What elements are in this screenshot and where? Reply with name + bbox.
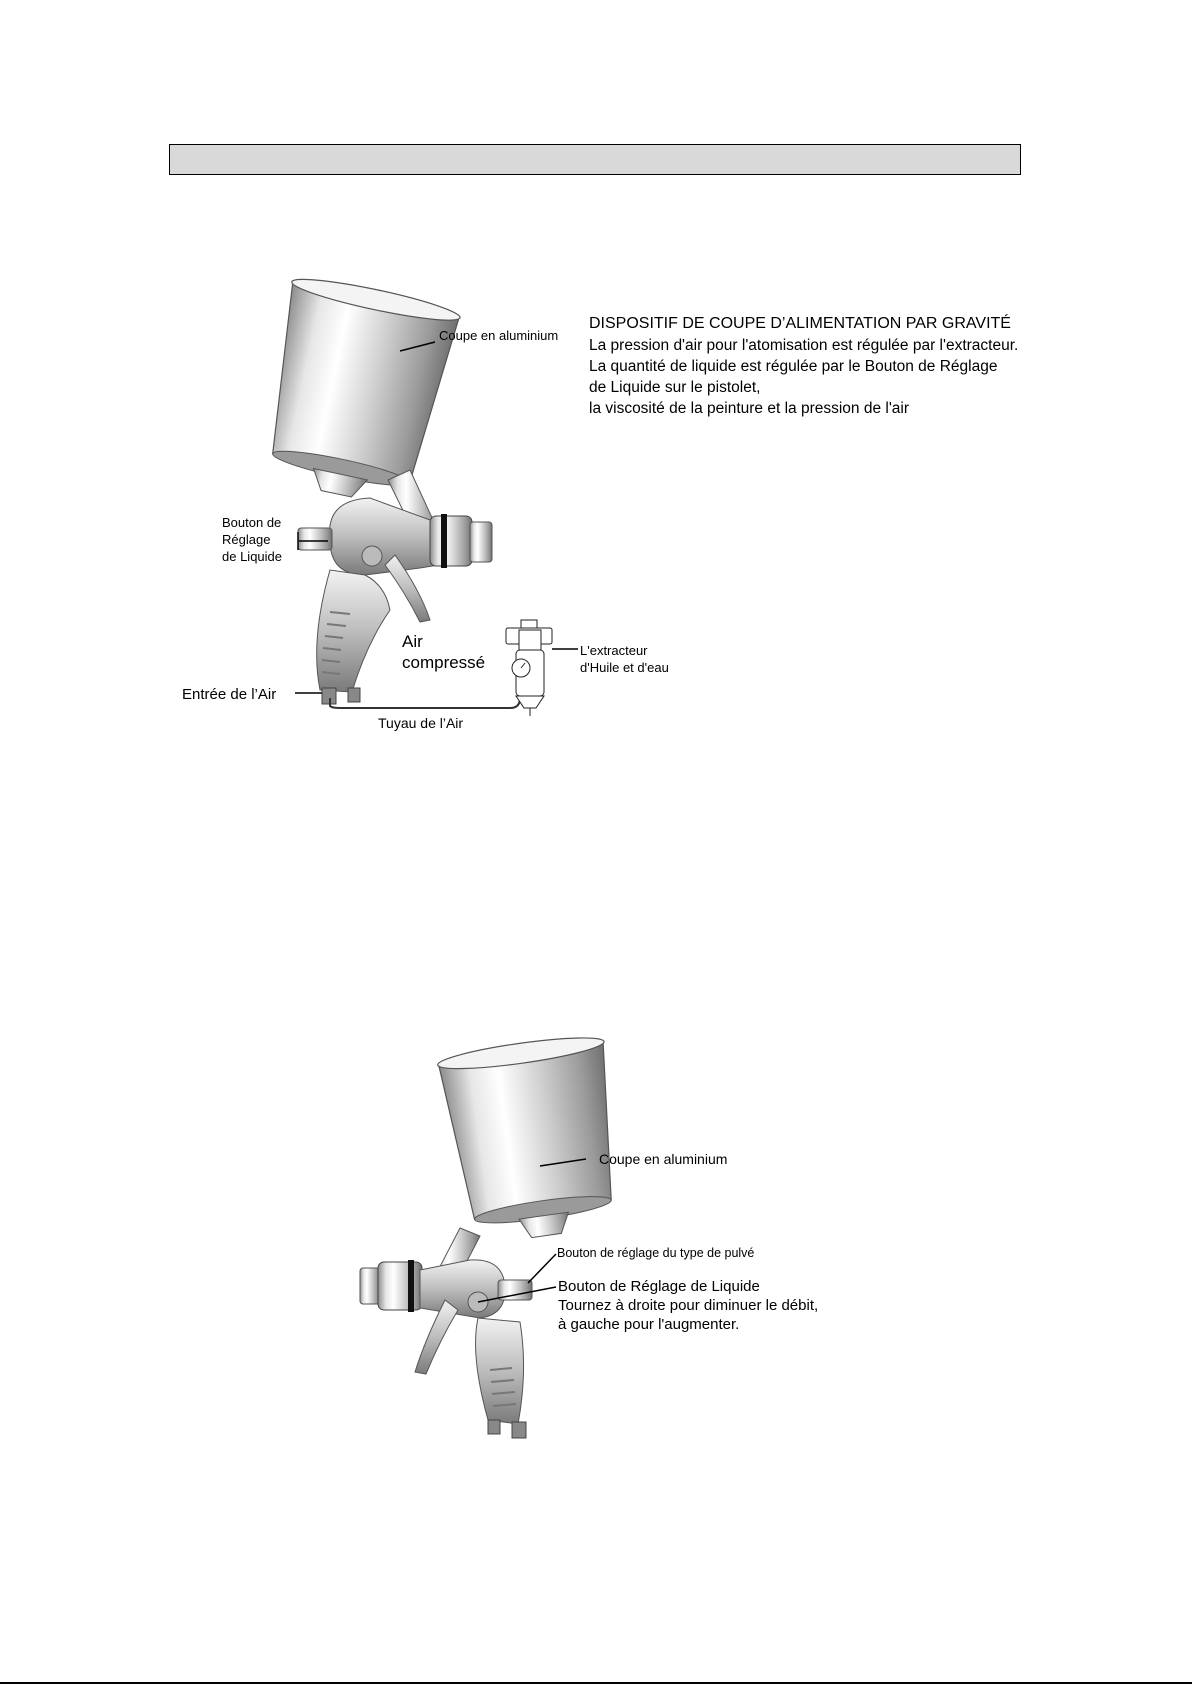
gravity-feed-title: DISPOSITIF DE COUPE D’ALIMENTATION PAR GRAVITÉ	[589, 315, 1011, 332]
compressed-air-line: Air	[402, 632, 423, 651]
cup-label-2: Coupe en aluminium	[599, 1151, 728, 1167]
description-line: de Liquide sur le pistolet,	[589, 379, 761, 396]
compressed-air-line: compressé	[402, 653, 486, 672]
page-bottom-rule	[0, 1682, 1192, 1684]
description-line: la viscosité de la peinture et la pression de l'air	[589, 400, 910, 417]
description-line: La quantité de liquide est régulée par le Bouton de Réglage	[589, 358, 998, 375]
air-hose-label: Tuyau de l’Air	[378, 715, 464, 731]
gravity-spray-gun-figure-2	[360, 1032, 630, 1438]
fluid-knob-label	[222, 514, 282, 565]
description-line: La pression d'air pour l'atomisation est régulée par l'extracteur.	[589, 337, 1019, 354]
extractor-label-line: L'extracteur	[580, 643, 648, 658]
fluid-knob-label-line: de Liquide	[222, 549, 282, 564]
extractor-label	[580, 642, 669, 676]
gravity-feed-description	[589, 335, 1018, 419]
fluid-knob-line: Bouton de Réglage de Liquide	[558, 1278, 760, 1295]
cup-label: Coupe en aluminium	[439, 328, 559, 343]
fluid-knob-line: Tournez à droite pour diminuer le débit,	[558, 1297, 819, 1314]
fluid-knob-line: à gauche pour l'augmenter.	[558, 1316, 740, 1333]
oil-water-extractor-figure	[506, 620, 552, 716]
extractor-label-line: d'Huile et d'eau	[580, 660, 669, 675]
fluid-knob-label-line: Réglage	[222, 532, 271, 547]
air-inlet-label: Entrée de l’Air	[182, 686, 277, 703]
compressed-air-label	[402, 631, 485, 673]
fluid-knob-label-line: Bouton de	[222, 515, 282, 530]
fluid-knob-description	[558, 1277, 818, 1334]
spray-pattern-knob-label: Bouton de réglage du type de pulvé	[557, 1246, 755, 1260]
